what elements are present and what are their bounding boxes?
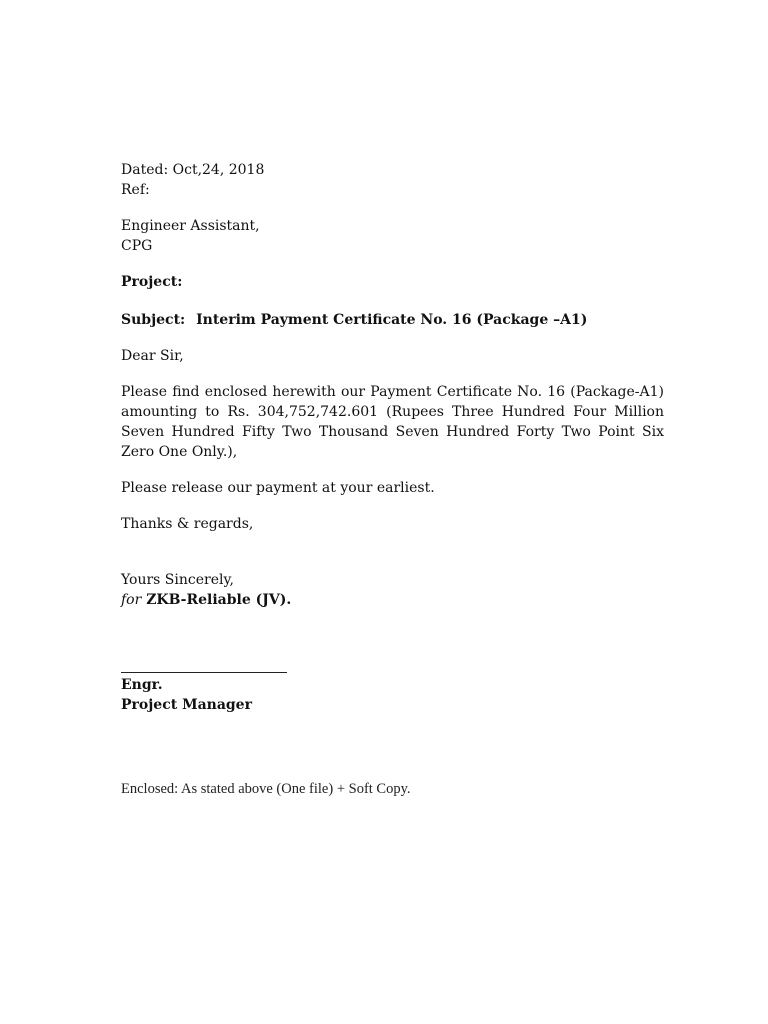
date-label: Dated: — [121, 162, 169, 178]
recipient-org: CPG — [121, 238, 153, 254]
signatory-title: Engr. — [121, 677, 163, 693]
date-value: Oct,24, 2018 — [172, 162, 265, 178]
subject-line — [121, 310, 664, 330]
for-word: for — [121, 592, 142, 608]
letter-body — [121, 160, 664, 715]
company-line — [121, 590, 664, 610]
recipient-title: Engineer Assistant, — [121, 218, 260, 234]
closing-line: Yours Sincerely, — [121, 572, 234, 588]
date-line — [121, 160, 664, 180]
ref-line: Ref: — [121, 182, 150, 198]
enclosed-note: Enclosed: As stated above (One file) + Soft Copy. — [121, 781, 411, 797]
signature-line — [121, 652, 287, 673]
request-line: Please release our payment at your earliest. — [121, 480, 435, 496]
project-label: Project: — [121, 274, 183, 290]
body-paragraph: Please find enclosed herewith our Payment Certificate No. 16 (Package-A1) amounting to Rs. 304,752,742.601 (Rupees Three Hundred Four Million Seven Hundred Fifty Two Thousand Seven Hundred Forty Two Point Six Zero One Only.), — [121, 384, 664, 460]
subject-text: Interim Payment Certificate No. 16 (Package –A1) — [196, 312, 588, 328]
thanks-line: Thanks & regards, — [121, 516, 254, 532]
company-name: ZKB-Reliable (JV). — [146, 592, 292, 608]
subject-label: Subject: — [121, 312, 186, 328]
signatory-role: Project Manager — [121, 697, 252, 713]
salutation: Dear Sir, — [121, 348, 184, 364]
